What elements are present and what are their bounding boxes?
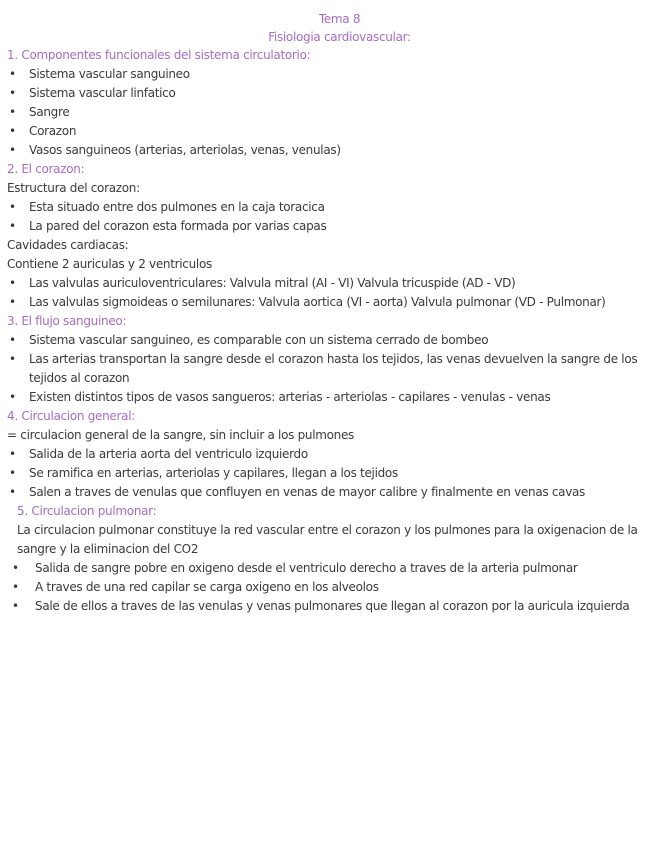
list-item: • Las valvulas auriculoventriculares: Valvula mitral (AI - VI) Valvula tricuspide (AD - VD) <box>7 274 642 293</box>
list-item: • Las valvulas sigmoideas o semilunares: Valvula aortica (VI - aorta) Valvula pulmonar (VD - Pulmonar) <box>7 293 642 312</box>
list-item: • Las arterias transportan la sangre desde el corazon hasta los tejidos, las venas devuelven la sangre de los tejidos al corazon <box>7 350 642 388</box>
list-item: • Sistema vascular sanguineo, es comparable con un sistema cerrado de bombeo <box>7 331 642 350</box>
list-item: • Salen a traves de venulas que confluyen en venas de mayor calibre y finalmente en venas cavas <box>7 483 642 502</box>
section-4-list <box>7 445 642 502</box>
section-4 <box>7 407 642 502</box>
list-item: • Sangre <box>7 103 642 122</box>
section-2 <box>7 160 642 312</box>
cavities-text: Contiene 2 auriculas y 2 ventriculos <box>7 257 212 271</box>
section-5-intro: La circulacion pulmonar constituye la red vascular entre el corazon y los pulmones para la oxigenacion de la sangre y la eliminacion del CO2 <box>17 523 638 556</box>
section-3-list <box>7 331 642 407</box>
list-item: • Salida de la arteria aorta del ventriculo izquierdo <box>7 445 642 464</box>
section-5-list <box>7 559 642 616</box>
list-item: • A traves de una red capilar se carga oxigeno en los alveolos <box>7 578 642 597</box>
structure-label: Estructura del corazon: <box>7 181 140 195</box>
list-item: • Sistema vascular sanguineo <box>7 65 642 84</box>
section-4-heading: 4. Circulacion general: <box>7 409 135 423</box>
section-1 <box>7 46 642 160</box>
section-4-intro: = circulacion general de la sangre, sin incluir a los pulmones <box>7 428 355 442</box>
list-item: • Corazon <box>7 122 642 141</box>
list-item: • Se ramifica en arterias, arteriolas y capilares, llegan a los tejidos <box>7 464 642 483</box>
list-item: • Existen distintos tipos de vasos sangueros: arterias - arteriolas - capilares - venulas - venas <box>7 388 642 407</box>
list-item: • Sale de ellos a traves de las venulas y venas pulmonares que llegan al corazon por la auricula izquierda <box>7 597 642 616</box>
section-5 <box>7 502 642 616</box>
header <box>37 10 642 46</box>
section-3-heading: 3. El flujo sanguineo: <box>7 314 127 328</box>
cavities-label: Cavidades cardiacas: <box>7 238 129 252</box>
section-1-heading: 1. Componentes funcionales del sistema circulatorio: <box>7 48 311 62</box>
section-3 <box>7 312 642 407</box>
list-item: • Sistema vascular linfatico <box>7 84 642 103</box>
section-5-heading: 5. Circulacion pulmonar: <box>17 504 157 518</box>
section-1-list <box>7 65 642 160</box>
section-2-heading: 2. El corazon: <box>7 162 85 176</box>
page-title: Tema 8 <box>318 12 361 26</box>
list-item: • Esta situado entre dos pulmones en la caja toracica <box>7 198 642 217</box>
structure-list <box>7 198 642 236</box>
page-subtitle: Fisiologia cardiovascular: <box>268 30 411 44</box>
list-item: • Salida de sangre pobre en oxigeno desde el ventriculo derecho a traves de la arteria pulmonar <box>7 559 642 578</box>
cavities-list <box>7 274 642 312</box>
list-item: • Vasos sanguineos (arterias, arteriolas, venas, venulas) <box>7 141 642 160</box>
list-item: • La pared del corazon esta formada por varias capas <box>7 217 642 236</box>
